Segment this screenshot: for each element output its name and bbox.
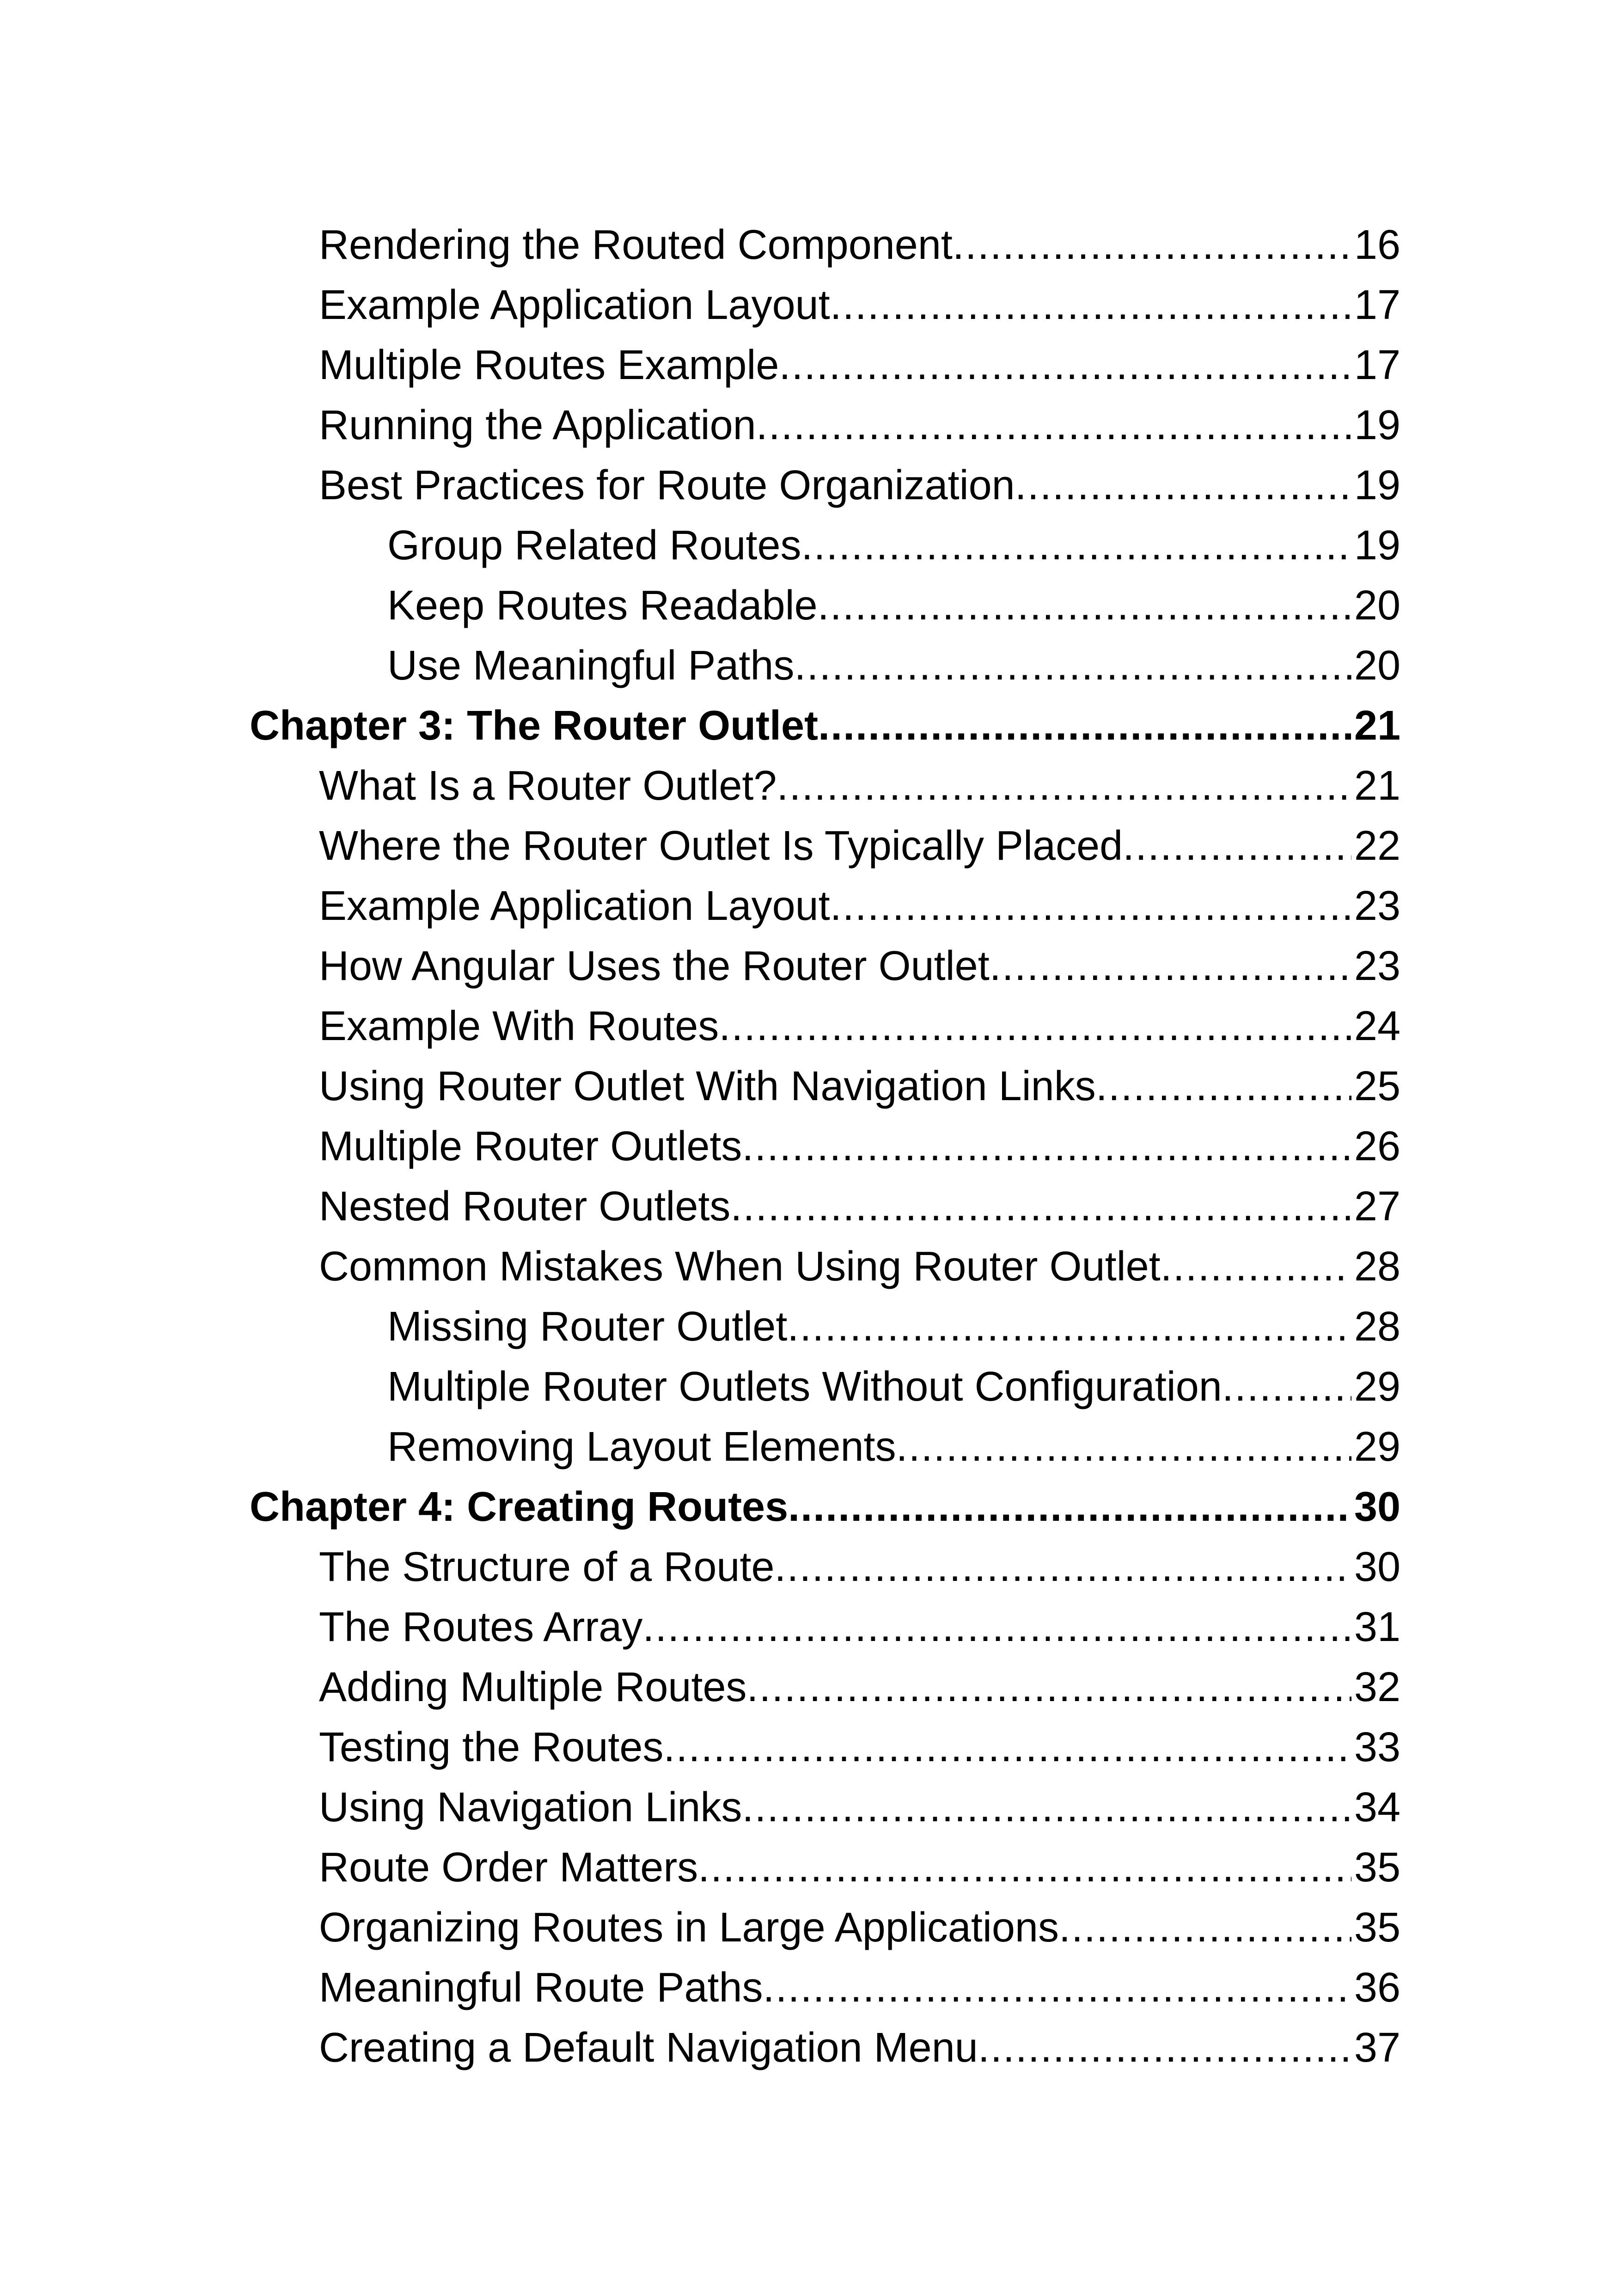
- toc-page-number: 22: [1354, 823, 1400, 869]
- toc-entry-title: Example Application Layout: [319, 883, 830, 929]
- toc-entry[interactable]: [319, 1900, 1400, 1955]
- toc-entry-title: Common Mistakes When Using Router Outlet: [319, 1243, 1161, 1290]
- dot-leader: [642, 1599, 1351, 1655]
- toc-entry[interactable]: [319, 398, 1400, 453]
- dot-leader: [978, 2020, 1351, 2076]
- toc-page-number: 25: [1354, 1063, 1400, 1109]
- toc-entry[interactable]: [387, 578, 1400, 633]
- toc-page-number: 30: [1354, 1544, 1400, 1590]
- dot-leader: [719, 998, 1351, 1054]
- dot-leader: [830, 878, 1351, 934]
- toc-page-number: 20: [1354, 643, 1400, 689]
- toc-entry-title: Meaningful Route Paths: [319, 1965, 763, 2011]
- toc-entry[interactable]: [319, 1239, 1400, 1294]
- dot-leader: [801, 518, 1351, 573]
- toc-page-number: 26: [1354, 1123, 1400, 1169]
- toc-page-number: 23: [1354, 883, 1400, 929]
- toc-entry[interactable]: [319, 1119, 1400, 1174]
- toc-entry[interactable]: [319, 1599, 1400, 1655]
- toc-page-number: 35: [1354, 1844, 1400, 1891]
- dot-leader: [776, 758, 1351, 814]
- toc-entry-title: Where the Router Outlet Is Typically Placed: [319, 823, 1123, 869]
- toc-entry-title: Adding Multiple Routes: [319, 1664, 747, 1710]
- dot-leader: [663, 1720, 1351, 1775]
- toc-entry[interactable]: [319, 758, 1400, 814]
- toc-entry[interactable]: [387, 1359, 1400, 1414]
- dot-leader: [779, 337, 1351, 393]
- toc-entry-title: Removing Layout Elements: [387, 1424, 896, 1470]
- dot-leader: [788, 1479, 1351, 1535]
- toc-entry[interactable]: [319, 1539, 1400, 1595]
- toc-page-number: 30: [1354, 1484, 1400, 1530]
- toc-entry[interactable]: [319, 1780, 1400, 1835]
- toc-entry[interactable]: [319, 1659, 1400, 1715]
- toc-entry-title: Example Application Layout: [319, 282, 830, 328]
- toc-page-number: 34: [1354, 1784, 1400, 1831]
- toc-entry[interactable]: [319, 1179, 1400, 1234]
- toc-page-number: 32: [1354, 1664, 1400, 1710]
- toc-entry-title: Chapter 4: Creating Routes: [250, 1484, 789, 1530]
- toc-entry-title: Keep Routes Readable: [387, 582, 818, 629]
- dot-leader: [1059, 1900, 1351, 1955]
- toc-page-number: 17: [1354, 342, 1400, 388]
- toc-entry-title: What Is a Router Outlet?: [319, 763, 777, 809]
- toc-page-number: 28: [1354, 1243, 1400, 1290]
- toc-entry-title: The Routes Array: [319, 1604, 643, 1650]
- toc-page-number: 21: [1354, 703, 1400, 749]
- toc-entry-title: Using Navigation Links: [319, 1784, 742, 1831]
- dot-leader: [1222, 1359, 1351, 1414]
- dot-leader: [698, 1840, 1351, 1895]
- toc-entry[interactable]: [387, 518, 1400, 573]
- toc-entry-title: Creating a Default Navigation Menu: [319, 2025, 978, 2071]
- dot-leader: [1015, 458, 1351, 513]
- dot-leader: [763, 1960, 1351, 2015]
- toc-entry[interactable]: [319, 458, 1400, 513]
- toc-chapter-entry[interactable]: [250, 698, 1400, 753]
- toc-page-number: 17: [1354, 282, 1400, 328]
- toc-entry-title: Multiple Router Outlets Without Configuration: [387, 1364, 1222, 1410]
- toc-chapter-entry[interactable]: [250, 1479, 1400, 1535]
- toc-entry-title: Using Router Outlet With Navigation Links: [319, 1063, 1096, 1109]
- toc-page-number: 29: [1354, 1364, 1400, 1410]
- toc-page-number: 19: [1354, 522, 1400, 569]
- toc-page-number: 16: [1354, 222, 1400, 268]
- toc-entry[interactable]: [319, 2020, 1400, 2076]
- dot-leader: [775, 1539, 1351, 1595]
- dot-leader: [1096, 1059, 1351, 1114]
- dot-leader: [818, 578, 1351, 633]
- toc-entry[interactable]: [319, 1720, 1400, 1775]
- toc-entry[interactable]: [319, 878, 1400, 934]
- toc-entry[interactable]: [319, 1840, 1400, 1895]
- toc-entry[interactable]: [387, 638, 1400, 693]
- toc-entry[interactable]: [319, 1960, 1400, 2015]
- toc-entry-title: Route Order Matters: [319, 1844, 698, 1891]
- toc-entry[interactable]: [319, 938, 1400, 994]
- dot-leader: [730, 1179, 1351, 1234]
- dot-leader: [1123, 818, 1351, 874]
- toc-entry-title: Rendering the Routed Component: [319, 222, 953, 268]
- toc-entry[interactable]: [319, 217, 1400, 273]
- toc-page-number: 23: [1354, 943, 1400, 989]
- toc-entry-title: Multiple Router Outlets: [319, 1123, 742, 1169]
- toc-entry-title: Best Practices for Route Organization: [319, 462, 1015, 508]
- toc-entry[interactable]: [319, 337, 1400, 393]
- toc-entry-title: Group Related Routes: [387, 522, 801, 569]
- toc-entry[interactable]: [387, 1299, 1400, 1354]
- dot-leader: [818, 698, 1351, 753]
- toc-entry-title: Nested Router Outlets: [319, 1183, 731, 1230]
- toc-entry[interactable]: [319, 277, 1400, 333]
- toc-entry-title: The Structure of a Route: [319, 1544, 775, 1590]
- toc-entry-title: Running the Application: [319, 402, 756, 448]
- toc-page-number: 33: [1354, 1724, 1400, 1770]
- dot-leader: [896, 1419, 1351, 1475]
- toc-entry[interactable]: [319, 818, 1400, 874]
- dot-leader: [787, 1299, 1351, 1354]
- toc-page-number: 31: [1354, 1604, 1400, 1650]
- dot-leader: [990, 938, 1351, 994]
- dot-leader: [795, 638, 1351, 693]
- dot-leader: [1161, 1239, 1351, 1294]
- toc-page-number: 36: [1354, 1965, 1400, 2011]
- toc-entry-title: Chapter 3: The Router Outlet: [250, 703, 819, 749]
- toc-entry[interactable]: [387, 1419, 1400, 1475]
- toc-entry-title: Missing Router Outlet: [387, 1304, 788, 1350]
- dot-leader: [953, 217, 1351, 273]
- toc-entry-title: Example With Routes: [319, 1003, 719, 1049]
- toc-page-number: 19: [1354, 402, 1400, 448]
- toc-page-number: 37: [1354, 2025, 1400, 2071]
- dot-leader: [756, 398, 1351, 453]
- dot-leader: [742, 1119, 1351, 1174]
- toc-page-number: 35: [1354, 1904, 1400, 1951]
- toc-page-number: 28: [1354, 1304, 1400, 1350]
- toc-entry-title: How Angular Uses the Router Outlet: [319, 943, 990, 989]
- toc-entry-title: Multiple Routes Example: [319, 342, 779, 388]
- toc-entry[interactable]: [319, 1059, 1400, 1114]
- toc-entry-title: Use Meaningful Paths: [387, 643, 795, 689]
- toc-page-number: 19: [1354, 462, 1400, 508]
- toc-entry[interactable]: [319, 998, 1400, 1054]
- toc-entry-title: Testing the Routes: [319, 1724, 664, 1770]
- dot-leader: [830, 277, 1351, 333]
- toc-page-number: 29: [1354, 1424, 1400, 1470]
- toc-page-number: 27: [1354, 1183, 1400, 1230]
- toc-entry-title: Organizing Routes in Large Applications: [319, 1904, 1059, 1951]
- toc-page-number: 21: [1354, 763, 1400, 809]
- dot-leader: [747, 1659, 1351, 1715]
- toc-page-number: 24: [1354, 1003, 1400, 1049]
- dot-leader: [742, 1780, 1351, 1835]
- toc-page-number: 20: [1354, 582, 1400, 629]
